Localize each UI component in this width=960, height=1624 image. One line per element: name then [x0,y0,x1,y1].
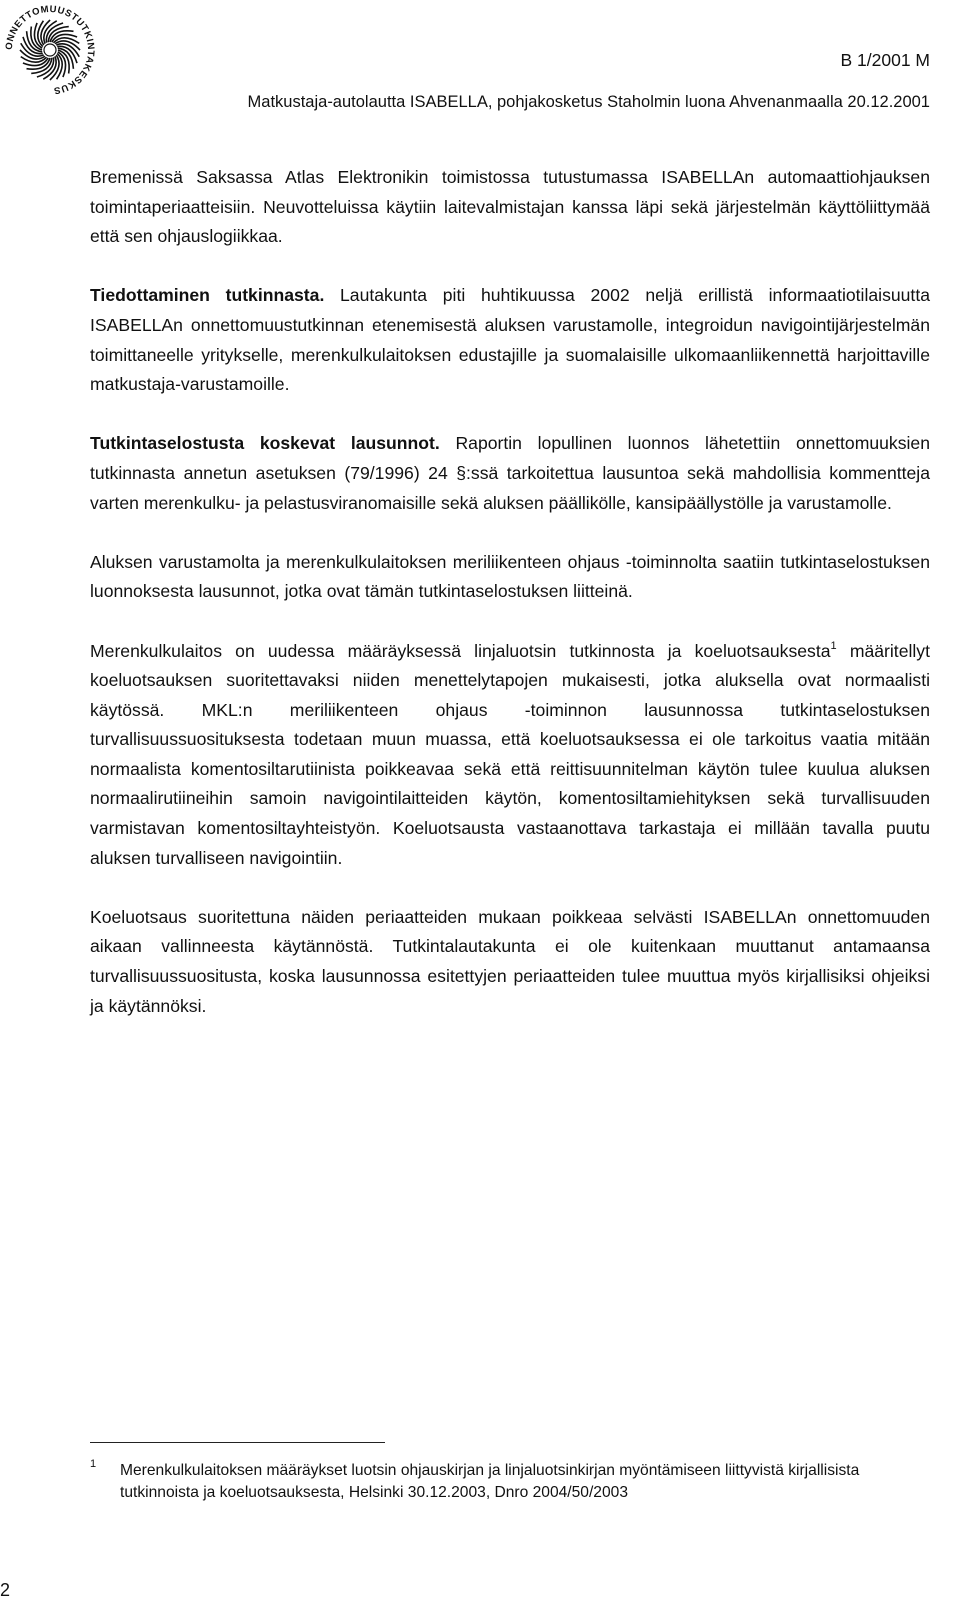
paragraph-maritime-start: Merenkulkulaitos on uudessa määräyksessä linjaluotsin tutkinnosta ja koeluotsauksesta [90,640,831,661]
paragraph-statements [90,429,930,518]
paragraph-maritime-administration [90,637,930,874]
logo-lettering: ONNETTOMUUSTUTKINTAKESKUS [3,3,97,96]
page-number: 2 [0,1580,11,1600]
paragraph-statements-text: Raportin lopullinen luonnos lähetettiin onnettomuuksien tutkinnasta annetun asetuksen (79/1996) 24 §:ssä tarkoitettua lausuntoa sekä mahdollisia kommentteja varten merenkulku- ja pelastusviranomaisille sekä aluksen päällikölle, kansipäällystölle ja varustamolle. [90,433,930,513]
footnote-reference[interactable]: 1 [830,639,837,652]
report-code: B 1/2001 M [840,50,930,70]
main-text [90,163,930,1051]
heading-statements: Tutkintaselostusta koskevat lausunnot. [90,433,440,454]
paragraph-bremen-visit: Bremenissä Saksassa Atlas Elektronikin toimistossa tutustumassa ISABELLAn automaattiohjauksen toimintaperiaatteisiin. Neuvotteluissa käytiin laitevalmistajan kanssa läpi sekä järjestelmän käyttöliittymää että sen ohjauslogiikkaa. [90,167,930,247]
accident-investigation-board-logo [0,0,100,100]
paragraph-information-text: Lautakunta piti huhtikuussa 2002 neljä erillistä informaatiotilaisuutta ISABELLAn onnettomuustutkinnan etenemisestä aluksen varustamolle, integroidun navigointijärjestelmän toimittaneelle yritykselle, merenkulkulaitoksen edustajille ja suomalaisille ulkomaanliikennettä harjoittaville matkustaja-varustamoille. [90,285,930,395]
paragraph-received-statements: Aluksen varustamolta ja merenkulkulaitoksen meriliikenteen ohjaus -toiminnolta saatiin tutkintaselostuksen luonnoksesta lausunnot, jotka ovat tämän tutkintaselostuksen liitteinä. [90,551,930,602]
paragraph-information [90,281,930,399]
report-subtitle: Matkustaja-autolautta ISABELLA, pohjakosketus Staholmin luona Ahvenanmaalla 20.12.2001 [247,93,930,111]
footnote-text: Merenkulkulaitoksen määräykset luotsin ohjauskirjan ja linjaluotsinkirjan myöntämiseen liittyvistä kirjallisista tutkinnoista ja koeluotsauksesta, Helsinki 30.12.2003, Dnro 2004/50/2003 [120,1462,860,1501]
footnote-divider [90,1442,385,1443]
paragraph-maritime-rest: määritellyt koeluotsauksen suoritettavaksi niiden menettelytapojen mukaisesti, jotka aluksella ovat normaalisti käytössä. MKL:n meriliikenteen ohjaus -toiminnon lausunnossa tutkintaselostuksen turvallisuussuosituksesta todetaan muun muassa, että koeluotsauksessa ei ole tarkoitus vaatia mitään normaalista komentosiltarutiinista poikkeavaa sekä että reittisuunnitelman käytön tulee kuulua aluksen normaalirutiineihin samoin navigointilaitteiden käytön, komentosiltamiehityksen sekä turvallisuuden varmistavan komentosiltayhteistyön. Koeluotsausta vastaanottava tarkastaja ei millään tavalla puutu aluksen turvalliseen navigointiin. [90,640,930,868]
heading-information: Tiedottaminen tutkinnasta. [90,285,325,306]
paragraph-conclusion: Koeluotsaus suoritettuna näiden periaatteiden mukaan poikkeaa selvästi ISABELLAn onnettomuuden aikaan vallinneesta käytännöstä. Tutkintalautakunta ei ole kuitenkaan muuttanut antamaansa turvallisuussuositusta, koska lausunnossa esitettyjen periaatteiden tulee muuttua myös kirjallisiksi ohjeiksi ja käytännöksi. [90,906,930,1016]
footnote-number: 1 [90,1458,97,1470]
